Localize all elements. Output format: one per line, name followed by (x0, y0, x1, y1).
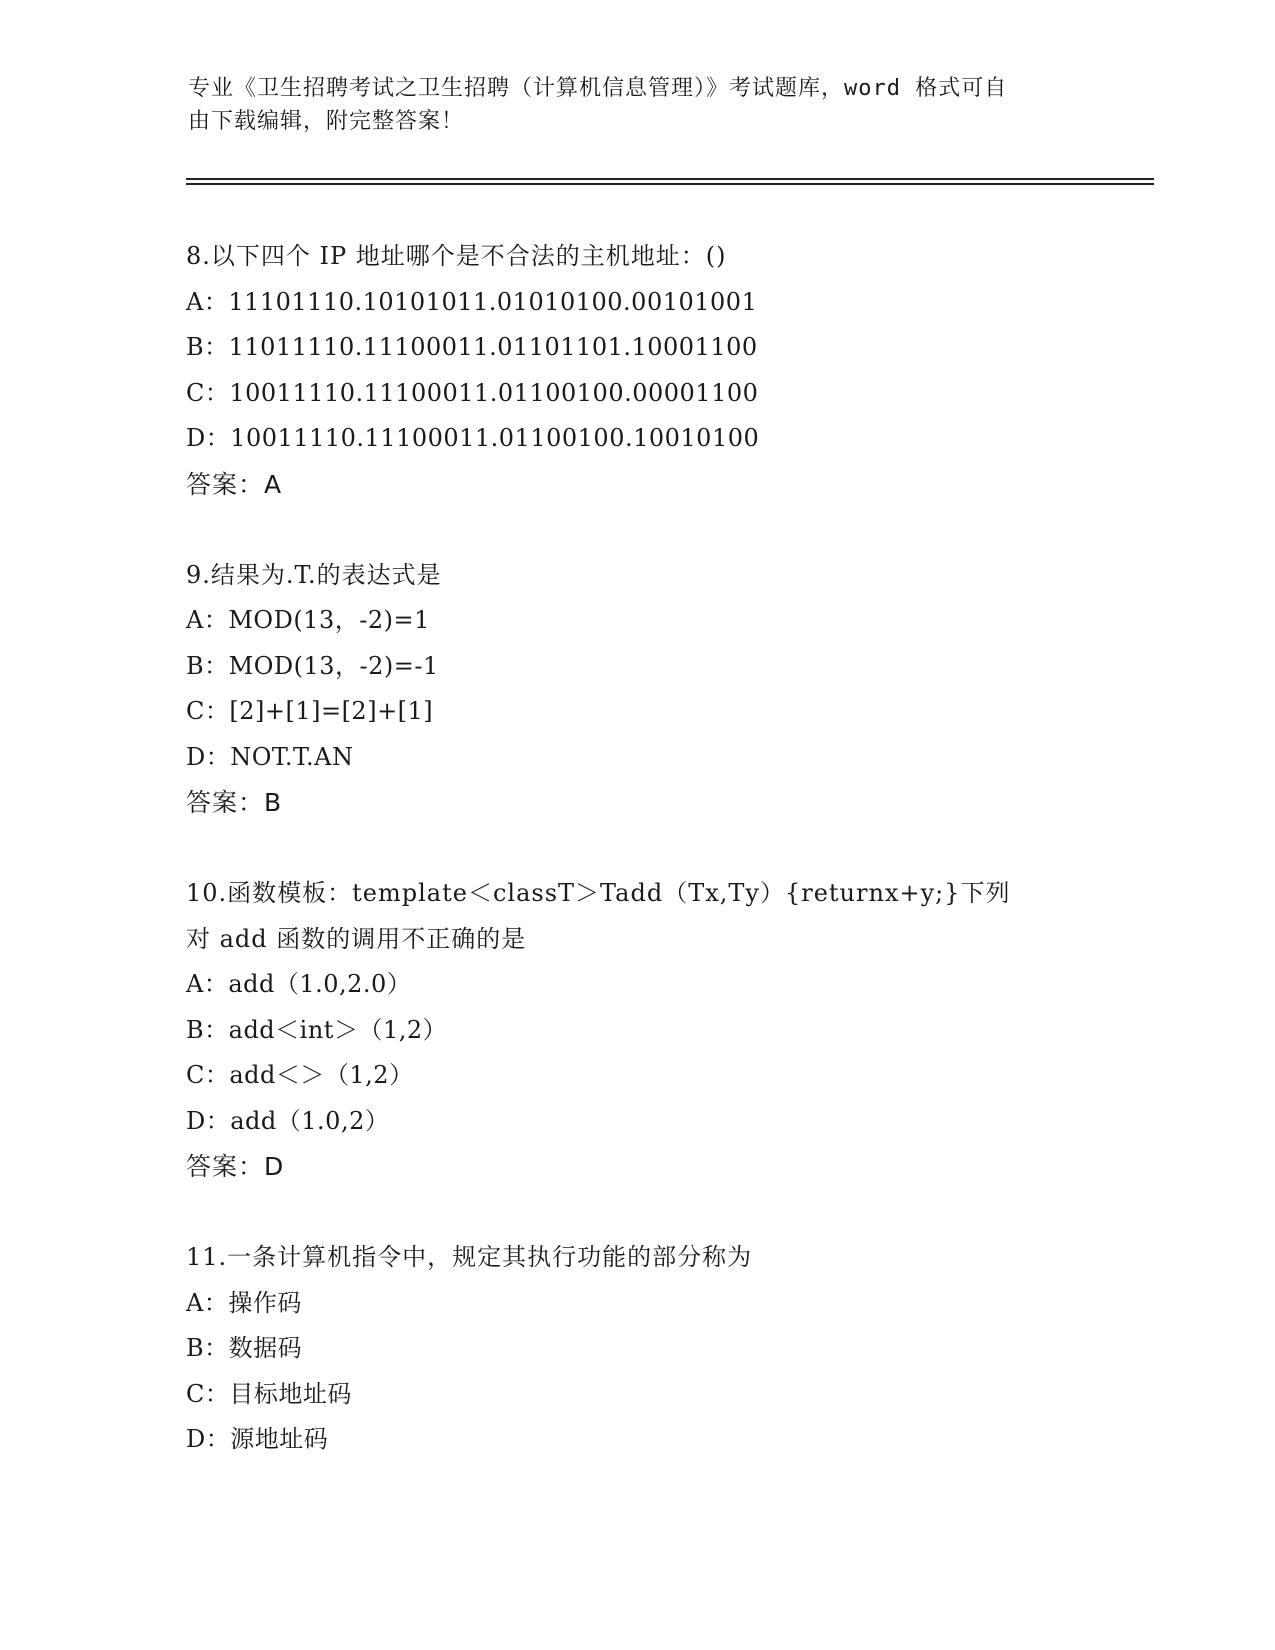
option-a: A：MOD(13，-2)=1 (186, 606, 430, 634)
option-b: B：add＜int＞（1,2） (186, 1015, 448, 1044)
option-c: C：10011110.11100011.01100100.00001100 (186, 378, 759, 407)
header-divider-bottom (186, 183, 1154, 185)
question-title: 8.以下四个 IP 地址哪个是不合法的主机地址：() (186, 242, 727, 270)
header-line-2: 由下载编辑，附完整答案！ (188, 109, 465, 134)
option-b: B：11011110.11100011.01101101.10001100 (186, 333, 758, 361)
header-divider-top (186, 178, 1154, 180)
option-b: B：MOD(13，-2)=-1 (186, 651, 439, 680)
option-d: D：add（1.0,2） (186, 1106, 390, 1135)
option-a: A：add（1.0,2.0） (186, 970, 412, 998)
option-c: C：[2]+[1]=[2]+[1] (186, 697, 434, 725)
option-a: A：操作码 (186, 1288, 302, 1317)
spacer (186, 507, 1086, 553)
answer-label: 答案：D (186, 1152, 285, 1181)
option-b: B：数据码 (186, 1334, 303, 1362)
question-8 (186, 234, 1086, 507)
question-title-continued: 对 add 函数的调用不正确的是 (186, 924, 527, 953)
question-9 (186, 553, 1086, 826)
spacer (186, 1190, 1086, 1236)
option-d: D：源地址码 (186, 1425, 329, 1453)
spacer (186, 826, 1086, 872)
option-c: C：目标地址码 (186, 1379, 352, 1408)
option-a: A：11101110.10101011.01010100.00101001 (186, 287, 758, 316)
answer-label: 答案：B (186, 788, 283, 817)
question-title: 9.结果为.T.的表达式是 (186, 560, 442, 589)
question-10 (186, 871, 1086, 1190)
answer-label: 答案：A (186, 469, 283, 499)
document-header (188, 72, 1068, 138)
option-c: C：add＜＞（1,2） (186, 1061, 414, 1089)
header-line-1: 专业《卫生招聘考试之卫生招聘（计算机信息管理）》考试题库，word 格式可自 (188, 76, 1008, 101)
question-11 (186, 1235, 1086, 1463)
question-list (186, 234, 1086, 1463)
option-d: D：NOT.T.AN (186, 742, 354, 771)
question-title: 11.一条计算机指令中，规定其执行功能的部分称为 (186, 1243, 753, 1271)
question-title: 10.函数模板：template＜classT＞Tadd（Tx,Ty）{returnx+y;}下列 (186, 879, 1011, 907)
option-d: D：10011110.11100011.01100100.10010100 (186, 424, 760, 452)
